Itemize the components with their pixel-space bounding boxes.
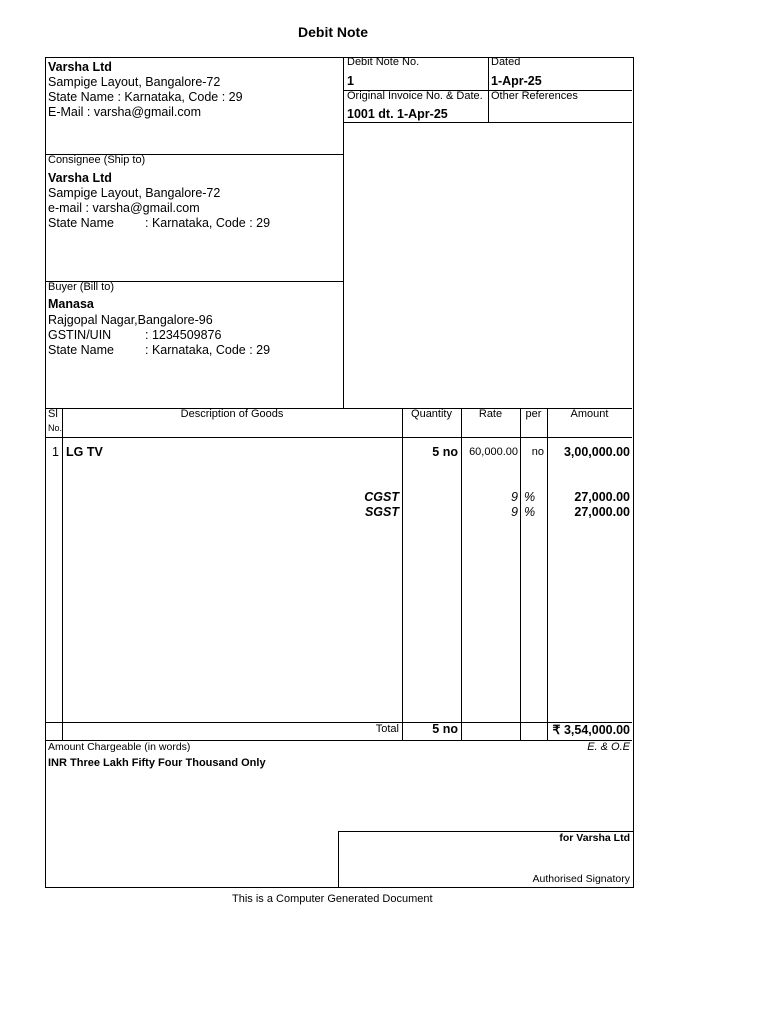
buyer-gstin-label: GSTIN/UIN [48,328,112,342]
item-amount: 3,00,000.00 [563,445,630,459]
consignee-state-value: : Karnataka, Code : 29 [145,216,271,230]
tax-sgst-amount: 27,000.00 [574,505,630,519]
total-top-line [45,722,632,723]
consignee-state-label: State Name [48,216,115,230]
buyer-name: Manasa [48,297,94,311]
header-description: Description of Goods [180,408,284,420]
total-quantity: 5 no [432,722,458,736]
header-sl-no: No. [48,423,63,433]
tax-cgst-name: CGST [364,490,399,504]
item-quantity: 5 no [432,445,458,459]
header-rate: Rate [478,408,503,420]
header-sl: Sl [48,408,58,420]
tax-cgst-unit: % [524,490,536,504]
table-header-line [45,437,632,438]
header-amount: Amount [570,408,609,420]
dated-value: 1-Apr-25 [491,74,542,88]
header-per: per [525,408,542,420]
col-sl-line [62,408,63,740]
tax-cgst-rate: 9 [511,490,518,504]
tax-sgst-rate: 9 [511,505,518,519]
debit-note-no-label: Debit Note No. [347,56,420,68]
buyer-address: Rajgopal Nagar,Bangalore-96 [48,313,213,327]
orig-invoice-value: 1001 dt. 1-Apr-25 [347,107,448,121]
for-company-label: for Varsha Ltd [559,832,630,844]
buyer-state-label: State Name [48,343,115,357]
seller-name: Varsha Ltd [48,60,112,74]
consignee-email: e-mail : varsha@gmail.com [48,201,200,215]
seller-address: Sampige Layout, Bangalore-72 [48,75,221,89]
header-divider [343,57,344,408]
consignee-label: Consignee (Ship to) [48,154,146,166]
item-rate: 60,000.00 [469,446,518,458]
consignee-address: Sampige Layout, Bangalore-72 [48,186,221,200]
buyer-label: Buyer (Bill to) [48,281,115,293]
footer-note: This is a Computer Generated Document [232,893,433,905]
buyer-gstin-value: : 1234509876 [145,328,222,342]
buyer-state-value: : Karnataka, Code : 29 [145,343,271,357]
consignee-name: Varsha Ltd [48,171,112,185]
other-refs-label: Other References [491,90,578,102]
total-amount: ₹ 3,54,000.00 [552,723,630,737]
item-sl: 1 [52,445,59,459]
orig-invoice-label: Original Invoice No. & Date. [347,90,483,102]
meta-bottom-line [343,122,632,123]
debit-note-no: 1 [347,74,354,88]
item-description: LG TV [66,445,103,459]
tax-cgst-amount: 27,000.00 [574,490,630,504]
item-per: no [531,446,544,458]
tax-sgst-unit: % [524,505,536,519]
seller-state: State Name : Karnataka, Code : 29 [48,90,243,104]
dated-label: Dated [491,56,521,68]
amount-words-label: Amount Chargeable (in words) [48,741,191,753]
authorised-signatory: Authorised Signatory [532,873,630,885]
amount-words-value: INR Three Lakh Fifty Four Thousand Only [48,757,266,769]
eoe-note: E. & O.E [587,741,630,753]
tax-sgst-name: SGST [364,505,399,519]
seller-email: E-Mail : varsha@gmail.com [48,105,202,119]
document-title: Debit Note [298,24,368,40]
header-quantity: Quantity [411,408,452,420]
total-label: Total [375,723,399,735]
